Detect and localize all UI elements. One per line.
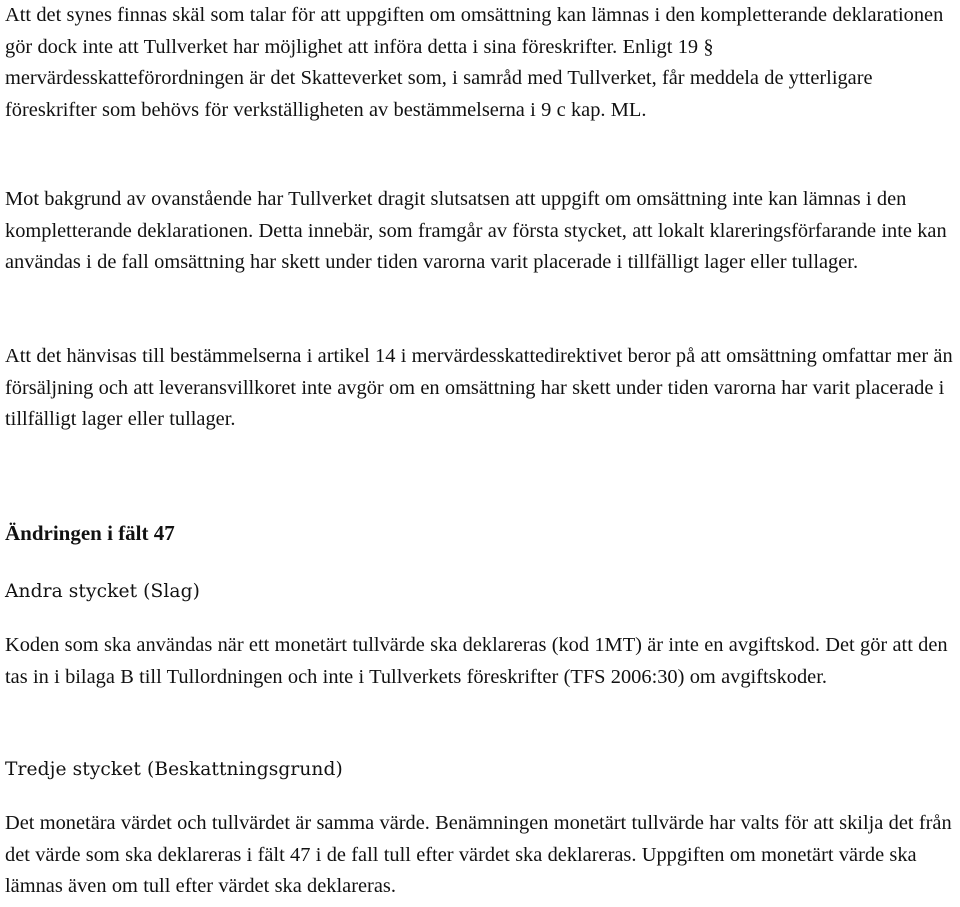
paragraph-kod-1mt: Koden som ska användas när ett monetärt tullvärde ska deklareras (kod 1MT) är inte en avgiftskod. Det gör att den tas in i bilaga B till Tullordningen och inte i Tullverkets föreskrifter (TFS 2006:30) om avgiftskoder. bbox=[5, 634, 948, 688]
paragraph-text: mervärdesskatteförordningen är det Skatteverket som, i samråd med Tullverket, får meddela de ytterligare föreskrifter som behövs för verkställigheten av bestämmelserna i 9 c kap. ML. bbox=[5, 67, 873, 121]
paragraph-tullverket-foreskrifter bbox=[5, 0, 957, 126]
subheading-tredje-stycket: Tredje stycket (Beskattningsgrund) bbox=[5, 759, 343, 780]
paragraph-artikel-14: Att det hänvisas till bestämmelserna i artikel 14 i mervärdesskattedirektivet beror på att omsättning omfattar mer än försäljning och att leveransvillkoret inte avgör om en omsättning har skett under tiden varorna har varit placerade i tillfälligt lager eller tullager. bbox=[5, 345, 953, 430]
section-sign: § bbox=[703, 35, 714, 58]
paragraph-text: Att det synes finnas skäl som talar för att uppgiften om omsättning kan lämnas i den kompletterande deklarationen gör dock inte att Tullverket har möjlighet att införa detta i sina föreskrifter. Enligt 19 bbox=[5, 4, 944, 58]
paragraph-monetart-varde: Det monetära värdet och tullvärdet är samma värde. Benämningen monetärt tullvärde har valts för att skilja det från det värde som ska deklareras i fält 47 i de fall tull efter värdet ska deklareras. Uppgiften om monetärt värde ska lämnas även om tull efter värdet ska deklareras. bbox=[5, 812, 952, 897]
section-heading: Ändringen i fält 47 bbox=[5, 521, 175, 545]
subheading-andra-stycket: Andra stycket (Slag) bbox=[5, 581, 200, 602]
paragraph-slutsats: Mot bakgrund av ovanstående har Tullverket dragit slutsatsen att uppgift om omsättning inte kan lämnas i den kompletterande deklarationen. Detta innebär, som framgår av första stycket, att lokalt klareringsförfarande inte kan användas i de fall omsättning har skett under tiden varorna varit placerade i tillfälligt lager eller tullager. bbox=[5, 188, 947, 273]
